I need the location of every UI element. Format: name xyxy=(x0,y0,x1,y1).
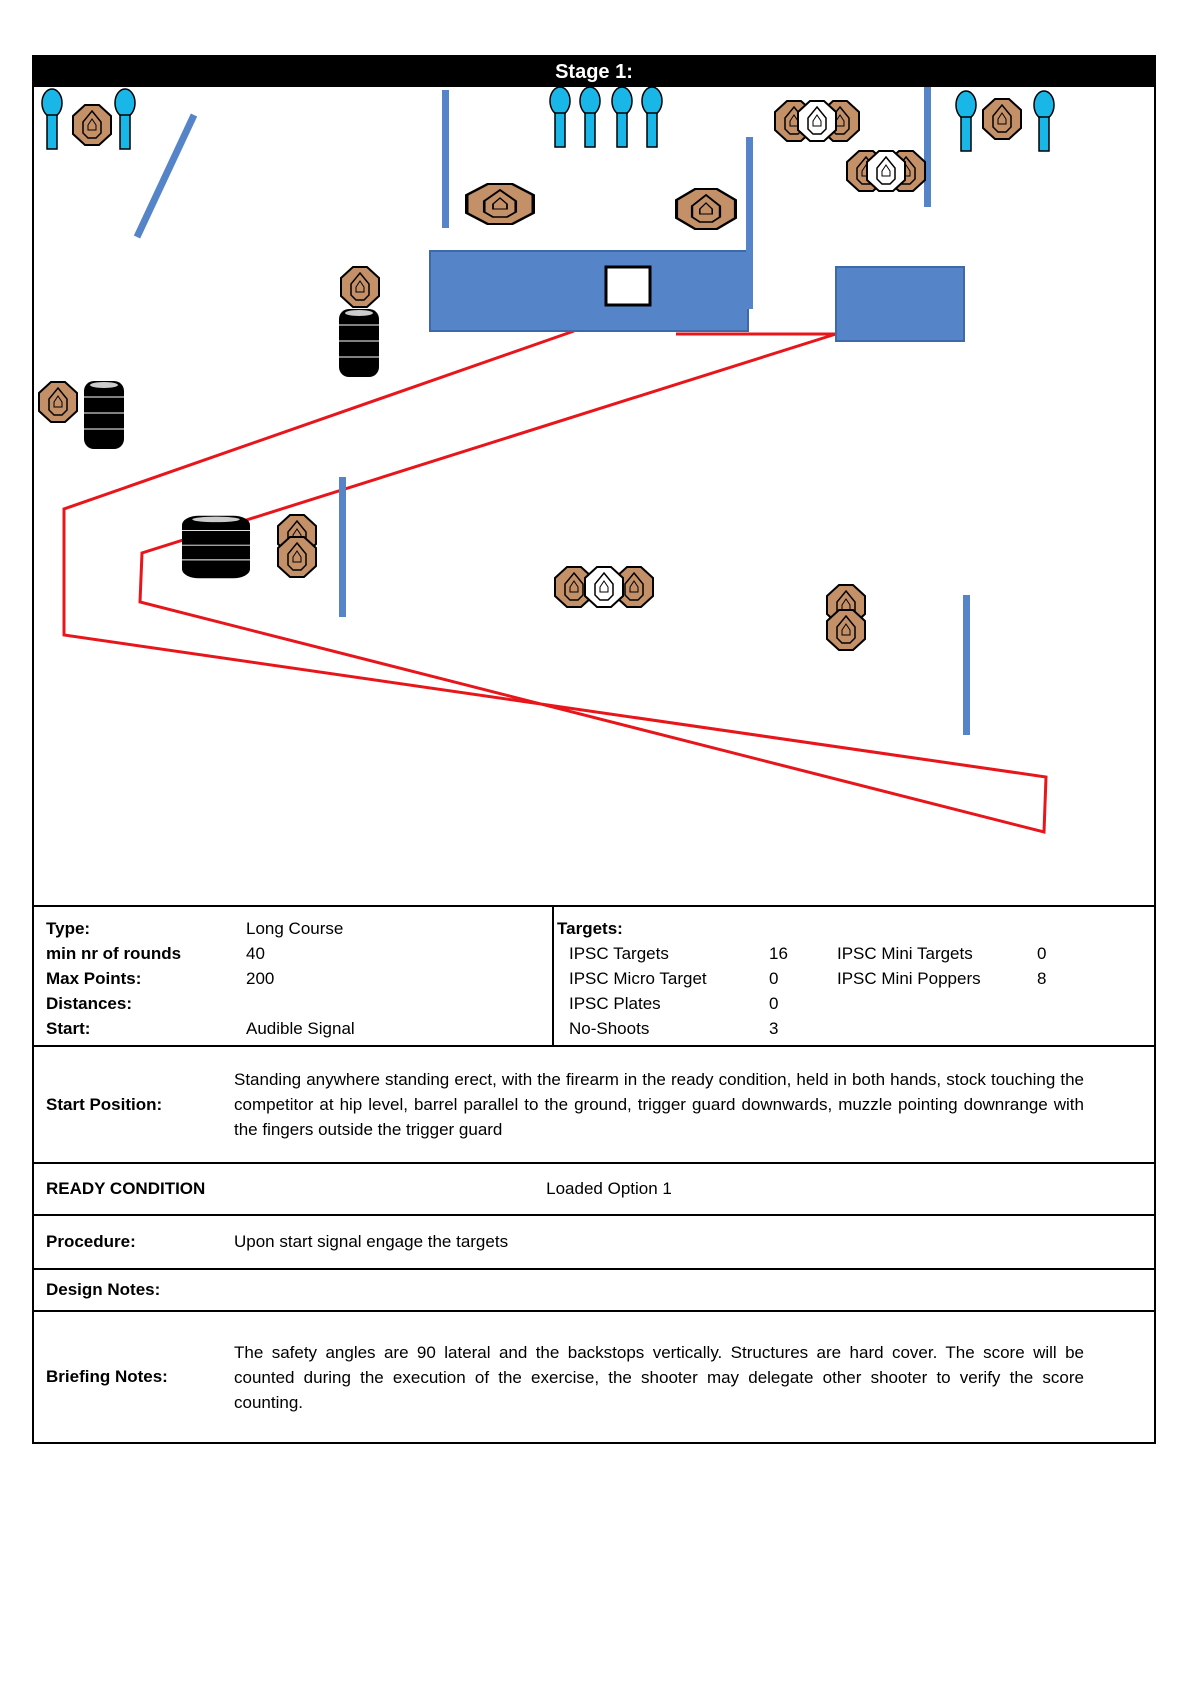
barrel-stack-3 xyxy=(182,516,250,579)
ready-condition-label: READY CONDITION xyxy=(46,1179,206,1198)
stage-diagram-svg xyxy=(34,87,1154,905)
no-shoot xyxy=(585,567,623,607)
window-port xyxy=(606,267,650,305)
popper xyxy=(42,89,62,149)
wall-thin-2 xyxy=(746,137,753,309)
target-type-label: IPSC Mini Targets xyxy=(837,944,973,963)
procedure-value: Upon start signal engage the targets xyxy=(234,1232,509,1251)
ipsc-target xyxy=(677,189,736,229)
briefing-notes-label: Briefing Notes: xyxy=(46,1367,168,1386)
target-type-count: 8 xyxy=(1037,969,1047,988)
barrel-stack-1 xyxy=(339,309,379,377)
target-type-count: 0 xyxy=(1037,944,1047,963)
start-position-row xyxy=(34,1047,1154,1164)
ipsc-target xyxy=(983,99,1021,139)
start-position-label: Start Position: xyxy=(46,1094,163,1114)
briefing-notes-text: The safety angles are 90 lateral and the backstops vertically. Structures are hard cover. The score will be counted during the execution of the exercise, the shooter may delegate other shooter to verify the score counting. xyxy=(234,1342,1084,1412)
target-type-label: No-Shoots xyxy=(569,1019,650,1038)
wall-thin-3 xyxy=(924,87,931,207)
stage-info-left xyxy=(34,907,554,1045)
target-type-count: 3 xyxy=(769,1019,779,1038)
ready-condition-row xyxy=(34,1164,1154,1216)
type-label: Type: xyxy=(46,919,91,938)
start-label: Start: xyxy=(46,1019,91,1038)
target-type-count: 0 xyxy=(769,994,779,1013)
wall-diagonal xyxy=(137,115,194,237)
popper xyxy=(956,91,976,151)
popper xyxy=(1034,91,1054,151)
targets-heading: Targets: xyxy=(557,919,623,938)
target-type-label: IPSC Plates xyxy=(569,994,661,1013)
wall-thin-1 xyxy=(442,90,449,228)
targets-summary xyxy=(554,907,1154,1045)
ipsc-target xyxy=(341,267,379,307)
target-type-label: IPSC Mini Poppers xyxy=(837,969,981,988)
popper xyxy=(115,89,135,149)
stage-info xyxy=(34,907,1154,1047)
points-value: 200 xyxy=(246,969,275,988)
stage-title: Stage 1: xyxy=(34,57,1154,87)
start-value: Audible Signal xyxy=(246,1019,355,1038)
target-type-count xyxy=(1037,991,1077,1016)
target-type-label: IPSC Micro Target xyxy=(569,969,707,988)
type-value: Long Course xyxy=(246,919,344,938)
popper xyxy=(580,87,600,147)
popper xyxy=(550,87,570,147)
ipsc-target xyxy=(278,537,316,577)
procedure-row xyxy=(34,1216,1154,1270)
ready-condition-value: Loaded Option 1 xyxy=(546,1179,672,1198)
rounds-value: 40 xyxy=(246,944,265,963)
ipsc-target xyxy=(73,105,111,145)
rounds-label: min nr of rounds xyxy=(46,944,182,963)
popper xyxy=(642,87,662,147)
wall-thin-4 xyxy=(339,477,346,617)
design-notes-label: Design Notes: xyxy=(46,1280,161,1299)
design-notes-row xyxy=(34,1270,1154,1312)
target-type-count: 16 xyxy=(769,944,788,963)
wall-right xyxy=(836,267,964,341)
barrel-stack-2 xyxy=(84,381,124,449)
ipsc-target xyxy=(467,184,534,224)
wall-long xyxy=(430,251,748,331)
points-label: Max Points: xyxy=(46,969,142,988)
no-shoot xyxy=(798,101,836,141)
procedure-label: Procedure: xyxy=(46,1232,136,1251)
target-type-label xyxy=(837,991,1037,1016)
target-type-label: IPSC Targets xyxy=(569,944,669,963)
ipsc-target xyxy=(827,610,865,650)
start-position-text: Standing anywhere standing erect, with the firearm in the ready condition, held in both hands, stock touching the competitor at hip level, barrel parallel to the ground, trigger guard downwards, muzzle pointing downrange with the fingers outside the trigger guard xyxy=(234,1070,1084,1139)
distances-label: Distances: xyxy=(46,994,132,1013)
targets-grid xyxy=(557,941,1154,1041)
no-shoot xyxy=(867,151,905,191)
popper xyxy=(612,87,632,147)
target-type-count: 0 xyxy=(769,969,779,988)
stage-sheet xyxy=(32,55,1156,1444)
stage-diagram xyxy=(34,87,1154,907)
wall-thin-5 xyxy=(963,595,970,735)
ipsc-target xyxy=(39,382,77,422)
briefing-notes-row xyxy=(34,1312,1154,1442)
